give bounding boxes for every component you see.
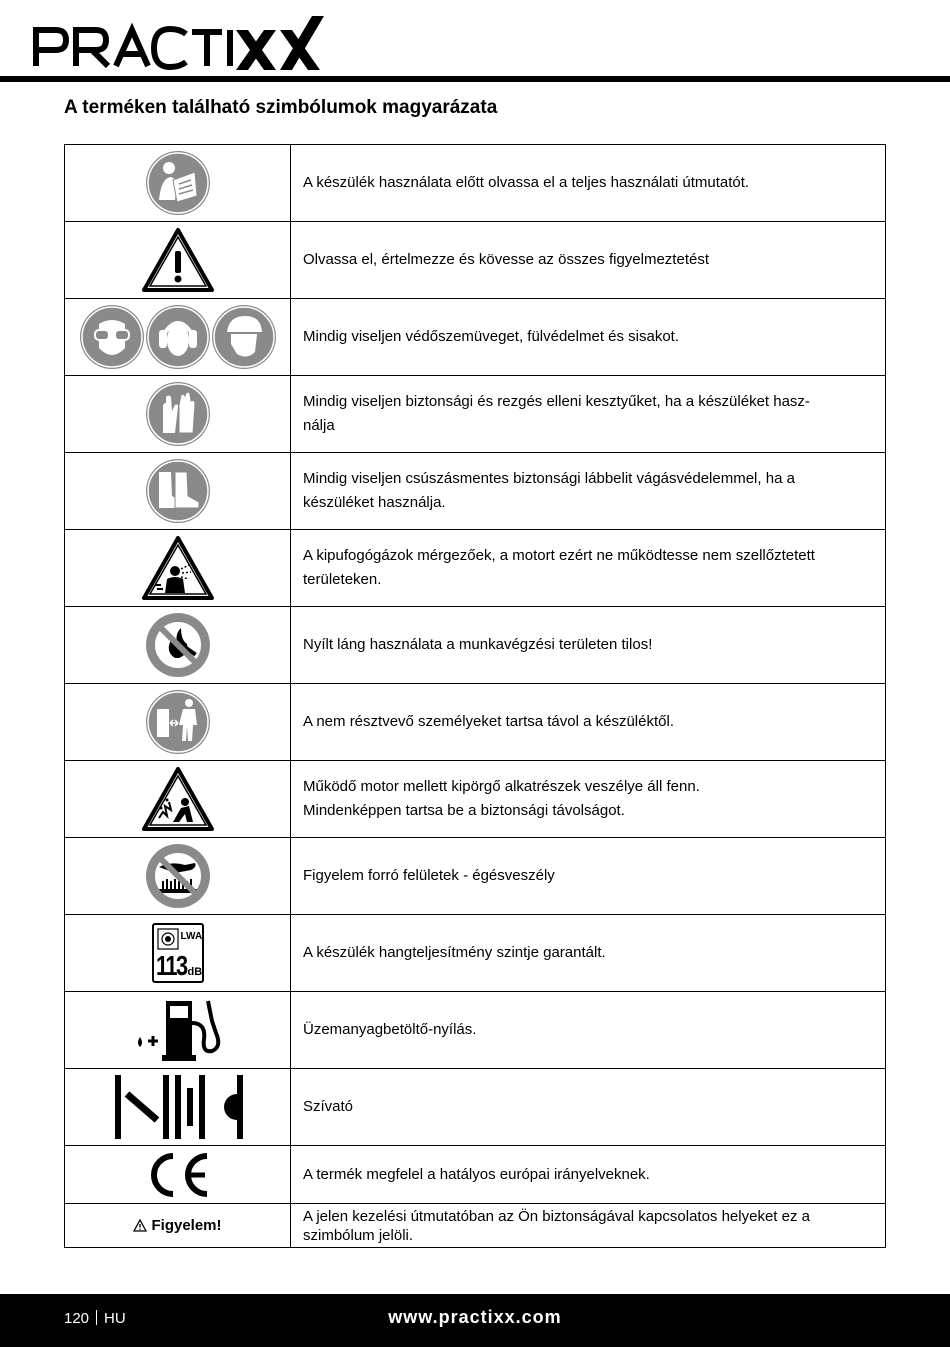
- header-rule: [0, 76, 950, 82]
- fuel-filler-icon: [130, 997, 226, 1063]
- table-row: [65, 684, 886, 761]
- table-row: [65, 453, 886, 530]
- row-text: területeken.: [303, 571, 382, 588]
- row-text: készüléket használja.: [303, 494, 446, 511]
- row-text: nálja: [303, 417, 335, 434]
- toxic-exhaust-icon: [141, 535, 215, 601]
- symbols-table: [64, 144, 886, 1248]
- table-row: [65, 1204, 886, 1248]
- speaker-icon: [157, 928, 179, 950]
- read-manual-icon: [145, 150, 211, 216]
- sound-unit: LWA: [180, 931, 203, 942]
- page-number: 120: [64, 1310, 90, 1327]
- row-text: A készülék hangteljesítmény szintje garantált.: [303, 944, 606, 961]
- table-row: [65, 530, 886, 607]
- row-text: Olvassa el, értelmezze és kövesse az összes figyelmeztetést: [303, 251, 709, 268]
- table-row: [65, 838, 886, 915]
- goggles-earmuffs-helmet-icon: [79, 304, 277, 370]
- gloves-icon: [145, 381, 211, 447]
- row-text: Mindig viseljen védőszemüveget, fülvédelmet és sisakot.: [303, 328, 680, 345]
- table-row: [65, 376, 886, 453]
- row-text: A készülék használata előtt olvassa el a teljes használati útmutatót.: [303, 174, 750, 191]
- keep-distance-icon: [145, 689, 211, 755]
- flying-debris-icon: [141, 766, 215, 832]
- row-text: Működő motor mellett kipörgő alkatrészek veszélye áll fenn.: [303, 778, 700, 795]
- warning-label: Figyelem!: [151, 1216, 222, 1234]
- website-link[interactable]: www.practixx.com: [388, 1307, 562, 1327]
- row-text: Mindig viseljen biztonsági és rezgés elleni kesztyűket, ha a készüléket hasz-: [303, 393, 810, 410]
- ce-mark-icon: [145, 1152, 211, 1198]
- row-text: Nyílt láng használata a munkavégzési területen tilos!: [303, 636, 653, 653]
- language-code: HU: [104, 1310, 126, 1327]
- table-row: [65, 915, 886, 992]
- row-text: szimbólum jelöli.: [303, 1226, 414, 1244]
- sound-value: 113: [155, 950, 187, 981]
- row-text: Mindig viseljen csúszásmentes biztonsági lábbelit vágásvédelemmel, ha a: [303, 470, 795, 487]
- table-row: [65, 222, 886, 299]
- section-title: A terméken található szimbólumok magyarázata: [64, 97, 498, 118]
- row-text: Szívató: [303, 1098, 354, 1115]
- row-text: A termék megfelel a hatályos európai irányelveknek.: [303, 1165, 650, 1183]
- table-row: [65, 607, 886, 684]
- footer: [0, 1294, 950, 1347]
- row-text: A kipufogógázok mérgezőek, a motort ezért ne működtesse nem szellőztetett: [303, 547, 815, 564]
- no-open-flame-icon: [145, 612, 211, 678]
- table-row: [65, 145, 886, 222]
- sound-db: dB: [187, 966, 203, 978]
- table-row: [65, 992, 886, 1069]
- row-text: Mindenképpen tartsa be a biztonsági távolságot.: [303, 802, 625, 819]
- sound-power-icon: [152, 923, 204, 983]
- row-text: A jelen kezelési útmutatóban az Ön biztonságával kapcsolatos helyeket ez a: [303, 1207, 810, 1225]
- warning-small-icon: [133, 1219, 147, 1232]
- table-row: [65, 1146, 886, 1204]
- hot-surface-icon: [145, 843, 211, 909]
- table-row: [65, 299, 886, 376]
- safety-boots-icon: [145, 458, 211, 524]
- row-text: Üzemanyagbetöltő-nyílás.: [303, 1021, 477, 1038]
- practixx-logo: [30, 14, 330, 74]
- choke-icon: [113, 1074, 243, 1140]
- table-row: [65, 1069, 886, 1146]
- warning-triangle-icon: [141, 227, 215, 293]
- row-text: Figyelem forró felületek - égésveszély: [303, 867, 555, 884]
- table-row: [65, 761, 886, 838]
- row-text: A nem résztvevő személyeket tartsa távol a készüléktől.: [303, 713, 674, 730]
